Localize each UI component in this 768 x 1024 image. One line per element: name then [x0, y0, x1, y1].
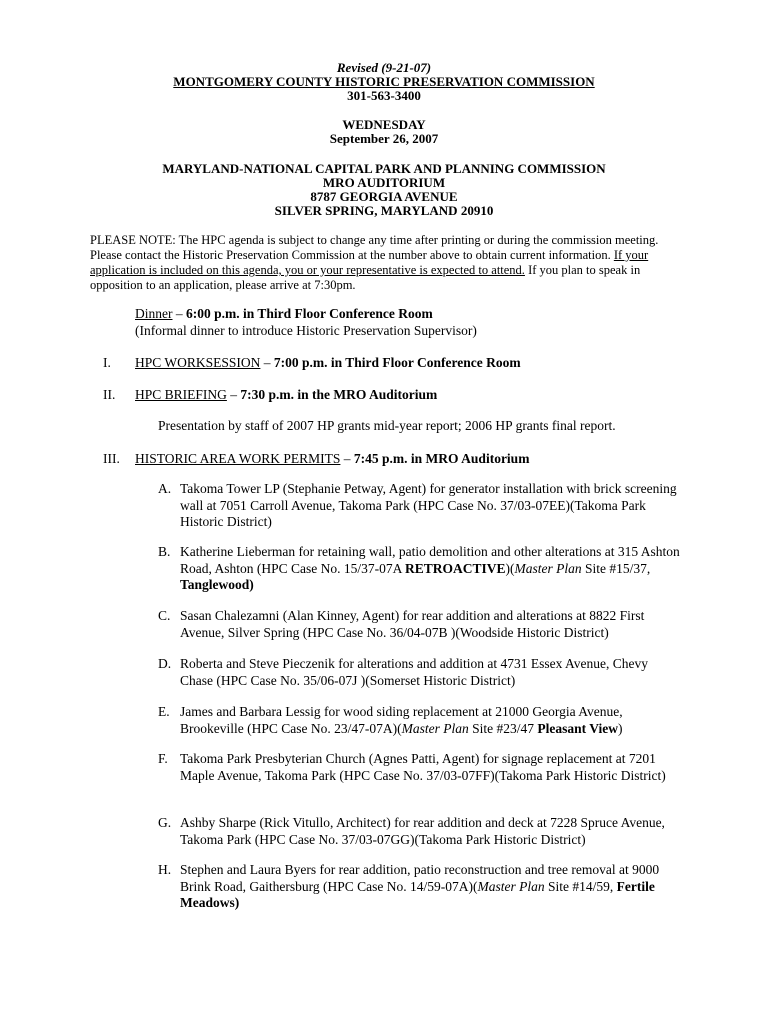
permit-text: Takoma Tower LP (Stephanie Petway, Agent) for generator installation with brick screening wall at 7051 Carroll Avenue, Takoma Park (HPC Case No. 37/03-07EE)(Takoma Park Historic District)	[180, 481, 677, 529]
permit-text: Master Plan	[477, 878, 545, 894]
section-number: II.	[103, 387, 116, 402]
permit-label: C.	[158, 608, 171, 623]
permit-item	[180, 815, 680, 848]
commission-phone: 301-563-3400	[347, 88, 421, 103]
permit-label: E.	[158, 704, 170, 719]
permit-text: Site #15/37,	[581, 560, 651, 576]
permit-text: Katherine Lieberman for retaining wall, patio demolition and other alterations at 315 Ashton Road, Ashton (HPC Case No. 15/37-07A	[180, 544, 680, 576]
permit-item	[180, 544, 680, 594]
permit-text: RETROACTIVE	[405, 560, 506, 576]
permit-item	[180, 751, 680, 784]
section-worksession: HPC WORKSESSION – 7:00 p.m. in Third Floor Conference Room	[135, 355, 521, 370]
venue-street: 8787 GEORGIA AVENUE	[310, 189, 458, 204]
permit-text: Takoma Park Presbyterian Church (Agnes Patti, Agent) for signage replacement at 7201 Maple Avenue, Takoma Park (HPC Case No. 37/03-07FF)(Takoma Park Historic District)	[180, 751, 666, 783]
meeting-date: September 26, 2007	[329, 131, 439, 146]
permit-text: )(	[505, 560, 515, 576]
briefing-description: Presentation by staff of 2007 HP grants mid-year report; 2006 HP grants final report.	[158, 418, 616, 433]
permit-text: Site #14/59,	[544, 878, 617, 894]
permit-label: D.	[158, 656, 172, 671]
permit-label: H.	[158, 862, 172, 877]
permit-text: Sasan Chalezamni (Alan Kinney, Agent) for rear addition and alterations at 8822 First Avenue, Silver Spring (HPC Case No. 36/04-07B )(Woodside Historic District)	[180, 608, 645, 640]
organization-name: MARYLAND-NATIONAL CAPITAL PARK AND PLANNING COMMISSION	[162, 161, 606, 176]
permit-text: Master Plan	[401, 720, 469, 736]
permit-text: Fertile Meadows)	[180, 878, 655, 910]
permit-text: Tanglewood)	[180, 577, 254, 592]
venue-city: SILVER SPRING, MARYLAND 20910	[274, 203, 494, 218]
permit-label: G.	[158, 815, 172, 830]
permit-text: Roberta and Steve Pieczenik for alterations and addition at 4731 Essex Avenue, Chevy Chase (HPC Case No. 35/06-07J )(Somerset Historic District)	[180, 656, 648, 688]
permit-text: Ashby Sharpe (Rick Vitullo, Architect) for rear addition and deck at 7228 Spruce Avenue, Takoma Park (HPC Case No. 37/03-07GG)(Takoma Park Historic District)	[180, 815, 665, 847]
revised-date: Revised (9-21-07)	[336, 60, 432, 75]
permit-text: James and Barbara Lessig for wood siding replacement at 21000 Georgia Avenue, Brookeville (HPC Case No. 23/47-07A)(	[180, 704, 623, 736]
permit-item	[180, 608, 680, 641]
permit-text: Pleasant View	[537, 720, 618, 736]
permit-label: F.	[158, 751, 168, 766]
permit-item	[180, 656, 680, 689]
permit-item	[180, 704, 680, 737]
meeting-day: WEDNESDAY	[342, 117, 426, 132]
permit-text: Master Plan	[514, 560, 582, 576]
dinner-description: (Informal dinner to introduce Historic Preservation Supervisor)	[135, 323, 477, 338]
permit-text: Stephen and Laura Byers for rear addition, patio reconstruction and tree removal at 9000 Brink Road, Gaithersburg (HPC Case No. 14/59-07A)(	[180, 862, 660, 894]
commission-title: MONTGOMERY COUNTY HISTORIC PRESERVATION COMMISSION	[173, 74, 595, 89]
attendance-notice: If your application is included on this agenda, you or your representative is expected to attend.	[90, 248, 649, 277]
permit-text: Site #23/47	[468, 720, 538, 736]
section-number: I.	[103, 355, 111, 370]
section-work-permits: HISTORIC AREA WORK PERMITS – 7:45 p.m. in MRO Auditorium	[135, 451, 530, 466]
permit-label: A.	[158, 481, 172, 496]
section-briefing: HPC BRIEFING – 7:30 p.m. in the MRO Auditorium	[135, 387, 438, 402]
section-number: III.	[103, 451, 120, 466]
permit-label: B.	[158, 544, 171, 559]
dinner-line: Dinner – 6:00 p.m. in Third Floor Conference Room	[135, 306, 433, 321]
permit-item	[180, 481, 680, 531]
please-note-paragraph: PLEASE NOTE: The HPC agenda is subject to change any time after printing or during the commission meeting. Please contact the Historic Preservation Commission at the number above to obtain current information. If your application is included on this agenda, you or your representative is expected to attend. If you plan to speak in opposition to an application, please arrive at 7:30pm.	[90, 233, 659, 292]
permit-item	[180, 862, 680, 912]
permit-text: )	[618, 720, 623, 736]
venue-name: MRO AUDITORIUM	[322, 175, 446, 190]
